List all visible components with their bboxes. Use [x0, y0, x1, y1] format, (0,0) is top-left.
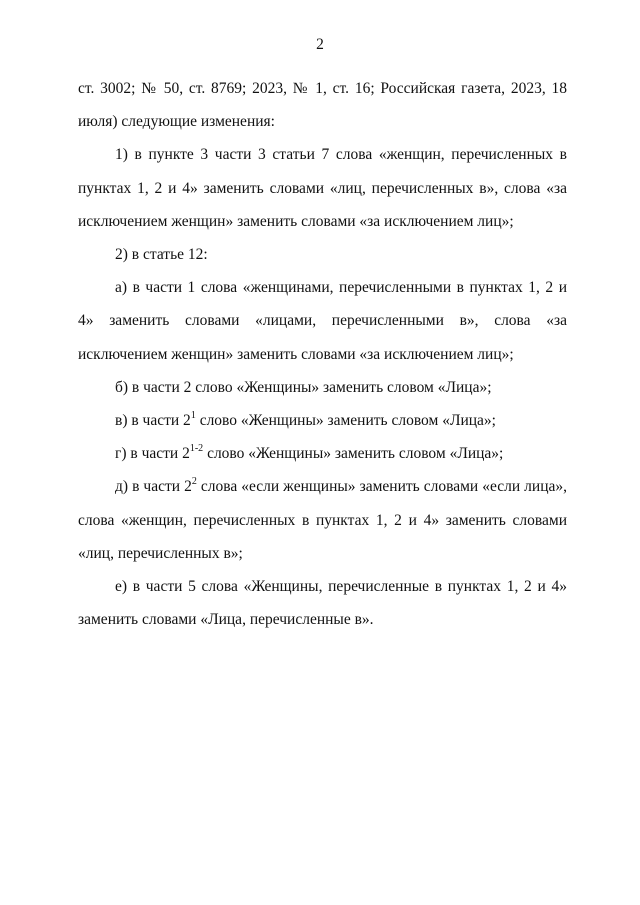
superscript: 1-2 — [189, 443, 204, 455]
paragraph-item-d — [78, 470, 567, 570]
paragraph-item-2 — [78, 238, 567, 271]
paragraph-text-before: д) в части 2 — [115, 478, 192, 496]
paragraph-text: а) в части 1 слова «женщинами, перечисленными в пунктах 1, 2 и 4» заменить словами «лицами, перечисленными в», слова «за исключением женщин» заменить словами «за исключением лиц»; — [78, 279, 567, 363]
paragraph-item-e — [78, 570, 567, 636]
paragraph-text: е) в части 5 слова «Женщины, перечисленные в пунктах 1, 2 и 4» заменить словами «Лица, перечисленные в». — [78, 578, 567, 629]
paragraph-text: ст. 3002; № 50, ст. 8769; 2023, № 1, ст. 16; Российская газета, 2023, 18 июля) следующие изменения: — [78, 80, 567, 131]
page-number: 2 — [316, 36, 324, 53]
paragraph-item-b — [78, 371, 567, 404]
paragraph-item-a — [78, 271, 567, 371]
paragraph-text-after: слова «если женщины» заменить словами «если лица», слова «женщин, перечисленных в пунктах 1, 2 и 4» заменить словами «лиц, перечисленных в»; — [78, 478, 567, 562]
paragraph-text: 1) в пункте 3 части 3 статьи 7 слова «женщин, перечисленных в пунктах 1, 2 и 4» заменить словами «лиц, перечисленных в», слова «за исключением женщин» заменить словами «за исключением лиц»; — [78, 146, 567, 230]
paragraph-text-after: слово «Женщины» заменить словом «Лица»; — [195, 412, 496, 430]
paragraph-continuation — [78, 72, 567, 138]
superscript: 2 — [191, 476, 197, 488]
paragraph-text-before: в) в части 2 — [115, 412, 191, 430]
paragraph-text-after: слово «Женщины» заменить словом «Лица»; — [203, 445, 504, 463]
paragraph-text: б) в части 2 слово «Женщины» заменить словом «Лица»; — [115, 378, 492, 396]
paragraph-item-g — [78, 437, 567, 470]
superscript: 1 — [190, 409, 196, 421]
paragraph-item-v — [78, 404, 567, 437]
paragraph-item-1 — [78, 138, 567, 238]
paragraph-text-before: г) в части 2 — [115, 445, 190, 463]
document-body — [78, 72, 567, 636]
paragraph-text: 2) в статье 12: — [115, 246, 208, 264]
